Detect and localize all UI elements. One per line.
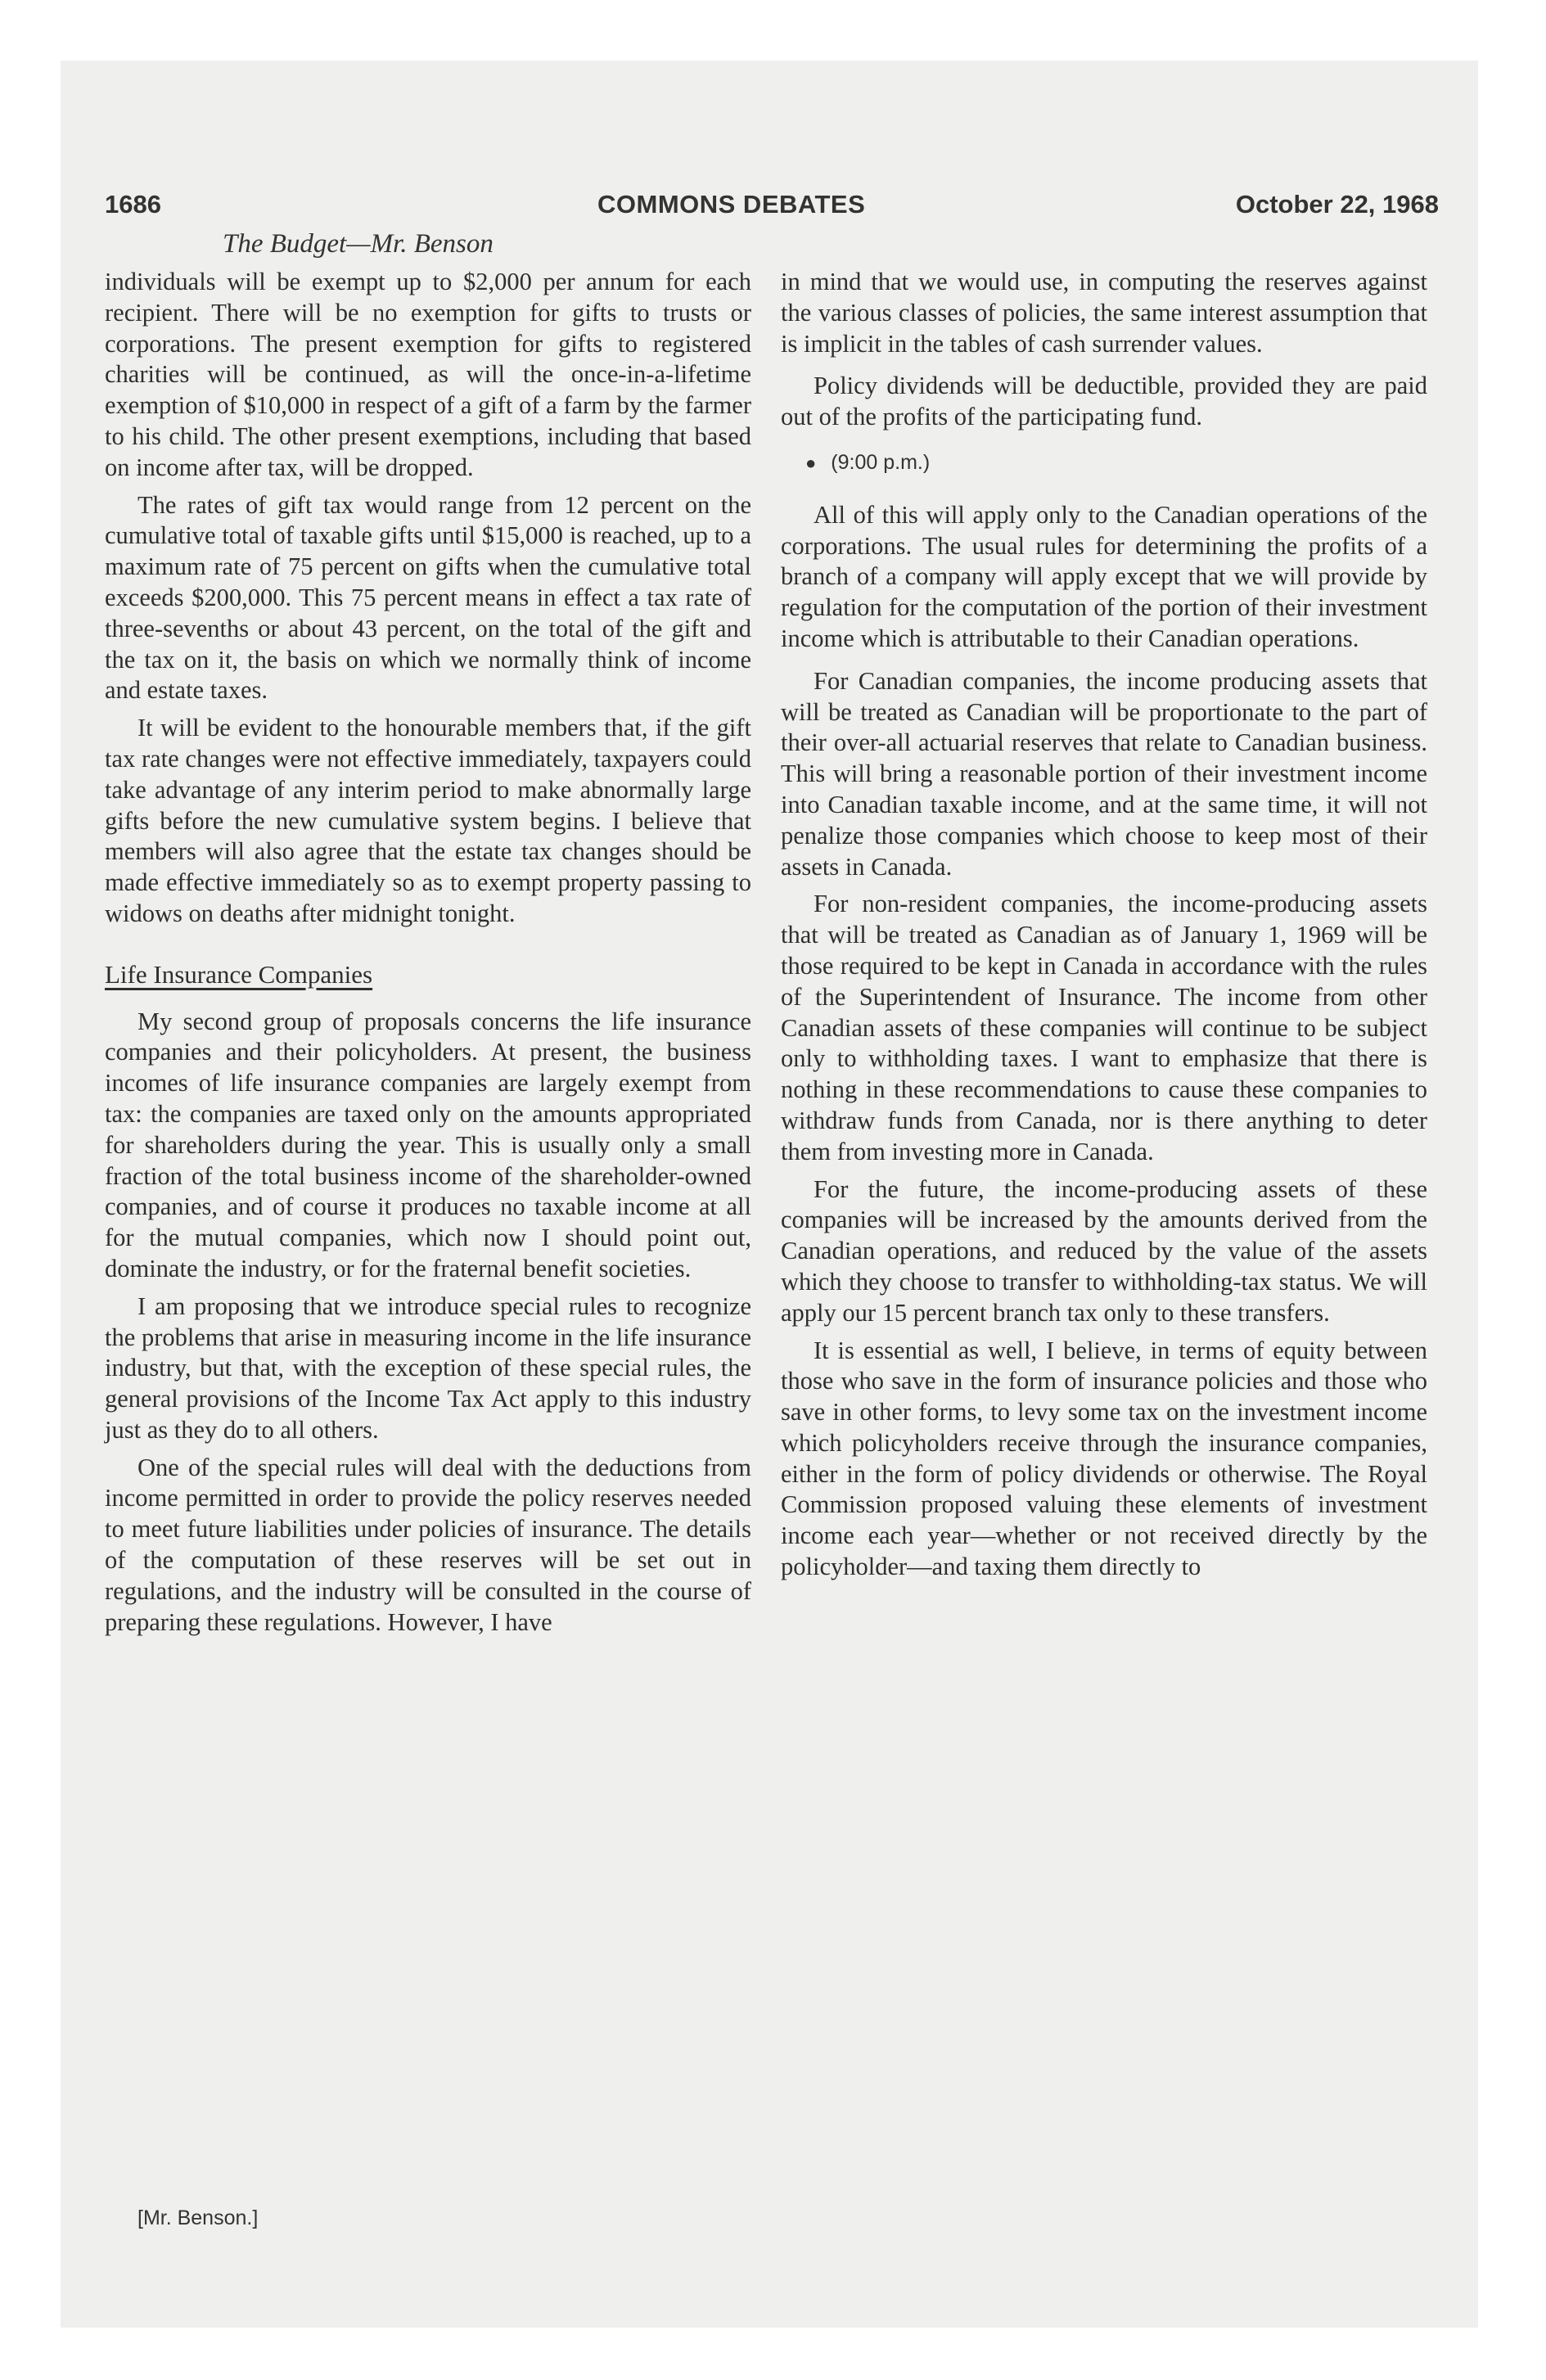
paragraph: The rates of gift tax would range from 12 percent on the cumulative total of taxable gifts until $15,000 is reached, up to a maximum rate of 75 percent on gifts when the cumulative total exceeds $200,000. This 75 percent means in effect a tax rate of three-sevenths or about 43 percent, on the total of the gift and the tax on it, the basis on which we normally think of income and estate taxes.: [105, 490, 751, 705]
left-column: [105, 267, 751, 2174]
paragraph: For non-resident companies, the income-producing assets that will be treated as Canadian as of January 1, 1969 will be those required to be kept in Canada in accordance with the rules of the Superintendent of Insurance. The income from other Canadian assets of these companies will continue to be subject only to withholding taxes. I want to emphasize that there is nothing in these recommendations to cause these companies to withdraw funds from Canada, nor is there anything to deter them from investing more in Canada.: [781, 890, 1427, 1165]
section-subhead: The Budget—Mr. Benson: [223, 229, 494, 259]
issue-date: October 22, 1968: [1235, 190, 1439, 219]
paragraph: My second group of proposals concerns the life insurance companies and their policyholders. At present, the business incomes of life insurance companies are largely exempt from tax: the companies are taxed only on the amounts appropriated for shareholders during the year. This is usually only a small fraction of the total business income of the shareholder-owned companies, and of course it produces no taxable income at all for the mutual companies, which now I should point out, dominate the industry, or for the fraternal benefit societies.: [105, 1007, 751, 1282]
paragraph: individuals will be exempt up to $2,000 per annum for each recipient. There will be no exemption for gifts to trusts or corporations. The present exemption for gifts to registered charities will be continued, as will the once-in-a-lifetime exemption of $10,000 in respect of a gift of a farm by the farmer to his child. The other present exemptions, including that based on income after tax, will be dropped.: [105, 268, 751, 481]
right-column: [781, 267, 1427, 2174]
paragraph: For the future, the income-producing assets of these companies will be increased by the amounts derived from the Canadian operations, and reduced by the value of the assets which they choose to transfer to withholding-tax status. We will apply our 15 percent branch tax only to these transfers.: [781, 1174, 1427, 1327]
section-heading: Life Insurance Companies: [105, 959, 373, 989]
publication-title: COMMONS DEBATES: [597, 190, 866, 219]
paragraph: All of this will apply only to the Canadian operations of the corporations. The usual rules for determining the profits of a branch of a company will apply except that we will provide by regulation for the computation of the portion of their investment income which is attributable to their Canadian operations.: [781, 500, 1427, 652]
time-marker: [805, 448, 1427, 479]
page-number: 1686: [105, 190, 161, 219]
paragraph: For Canadian companies, the income producing assets that will be treated as Canadian will be proportionate to the part of their over-all actuarial reserves that relate to Canadian business. This will bring a reasonable portion of their investment income into Canadian taxable income, and at the same time, it will not penalize those companies which choose to keep most of their assets in Canada.: [781, 666, 1427, 881]
speaker-tag: [Mr. Benson.]: [137, 2206, 259, 2229]
bullet-icon: ●: [805, 452, 817, 473]
paragraph: Policy dividends will be deductible, provided they are paid out of the profits of the participating fund.: [781, 372, 1427, 431]
paragraph: It will be evident to the honourable members that, if the gift tax rate changes were not effective immediately, taxpayers could take advantage of any interim period to make abnormally large gifts before the new cumulative system begins. I believe that members will also agree that the estate tax changes should be made effective immediately so as to exempt property passing to widows on deaths after midnight tonight.: [105, 714, 751, 927]
running-header: [105, 190, 1439, 231]
paragraph: It is essential as well, I believe, in terms of equity between those who save in the form of insurance policies and those who save in other forms, to levy some tax on the investment income which policyholders receive through the insurance companies, either in the form of policy dividends or otherwise. The Royal Commission proposed valuing these elements of investment income each year—whether or not received directly by the policyholder—and taxing them directly to: [781, 1336, 1427, 1581]
paragraph: One of the special rules will deal with the deductions from income permitted in order to provide the policy reserves needed to meet future liabilities under policies of insurance. The details of the computation of these reserves will be set out in regulations, and the industry will be consulted in the course of preparing these regulations. However, I have: [105, 1453, 751, 1636]
paragraph: in mind that we would use, in computing the reserves against the various classes of policies, the same interest assumption that is implicit in the tables of cash surrender values.: [781, 268, 1427, 358]
time-stamp: (9:00 p.m.): [831, 450, 931, 474]
paragraph: I am proposing that we introduce special rules to recognize the problems that arise in measuring income in the life insurance industry, but that, with the exception of these special rules, the general provisions of the Income Tax Act apply to this industry just as they do to all others.: [105, 1291, 751, 1444]
